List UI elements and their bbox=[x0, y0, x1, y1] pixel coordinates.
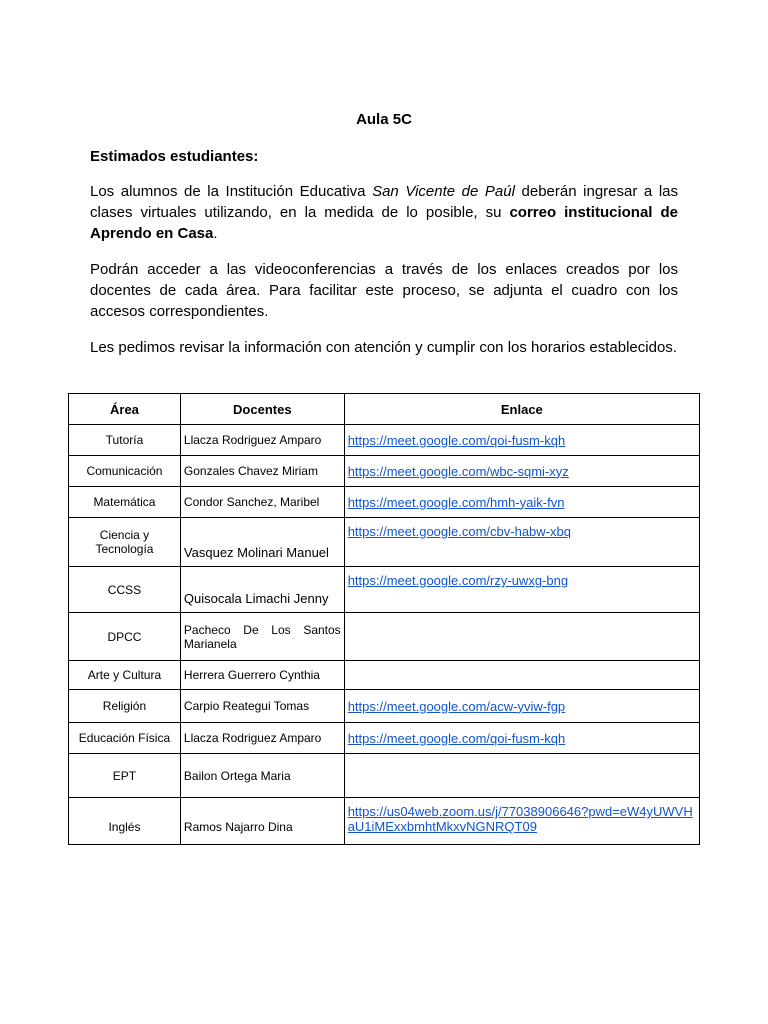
area-cell: EPT bbox=[69, 754, 181, 798]
teacher-cell: Ramos Najarro Dina bbox=[180, 798, 344, 845]
table-row bbox=[69, 613, 700, 661]
area-cell: Tutoría bbox=[69, 425, 181, 456]
table-row bbox=[69, 723, 700, 754]
area-cell: Religión bbox=[69, 690, 181, 723]
schedule-table bbox=[68, 393, 700, 845]
table-row bbox=[69, 754, 700, 798]
meeting-link[interactable]: https://meet.google.com/qoi-fusm-kqh bbox=[347, 432, 566, 448]
header-teachers: Docentes bbox=[180, 394, 344, 425]
meeting-link[interactable]: https://meet.google.com/acw-yviw-fgp bbox=[347, 698, 566, 714]
teacher-cell: Condor Sanchez, Maribel bbox=[180, 487, 344, 518]
area-cell: Comunicación bbox=[69, 456, 181, 487]
institutional-email-highlight: correo institucional de Aprendo en Casa bbox=[90, 204, 678, 242]
paragraph-access: Podrán acceder a las videoconferencias a través de los enlaces creados por los docentes de cada área. Para facilitar este proceso, se adjunta el cuadro con los accesos correspondientes. bbox=[90, 261, 678, 320]
table-row bbox=[69, 798, 700, 845]
table-header-row bbox=[69, 394, 700, 425]
school-name: San Vicente de Paúl bbox=[372, 183, 515, 200]
meeting-link[interactable]: https://us04web.zoom.us/j/77038906646?pwd=eW4yUWVHaU1iMExxbmhtMkxvNGNRQT09 bbox=[347, 804, 693, 834]
paragraph-intro bbox=[90, 181, 678, 244]
meeting-link[interactable]: https://meet.google.com/cbv-habw-xbq bbox=[347, 524, 571, 539]
area-cell: Matemática bbox=[69, 487, 181, 518]
teacher-cell: Bailon Ortega Maria bbox=[180, 754, 344, 798]
paragraph-reminder: Les pedimos revisar la información con atención y cumplir con los horarios establecidos. bbox=[90, 339, 677, 356]
meeting-link[interactable]: https://meet.google.com/hmh-yaik-fvn bbox=[347, 494, 565, 510]
intro-text-1: Los alumnos de la Institución Educativa bbox=[90, 183, 373, 200]
area-cell: DPCC bbox=[69, 613, 181, 661]
greeting: Estimados estudiantes: bbox=[90, 148, 259, 165]
meeting-link[interactable]: https://meet.google.com/wbc-sqmi-xyz bbox=[347, 463, 569, 479]
table-row bbox=[69, 487, 700, 518]
area-cell: Arte y Cultura bbox=[69, 661, 181, 690]
header-link: Enlace bbox=[344, 394, 699, 425]
header-area: Área bbox=[69, 394, 181, 425]
intro-text-2: deberán ingresar a las clases virtuales utilizando, en la medida de lo posible, su bbox=[90, 183, 678, 221]
table-row bbox=[69, 456, 700, 487]
teacher-cell: Llacza Rodriguez Amparo bbox=[180, 723, 344, 754]
area-cell: Inglés bbox=[69, 798, 181, 845]
table-row bbox=[69, 690, 700, 723]
area-cell: Educación Física bbox=[69, 723, 181, 754]
teacher-cell: Llacza Rodriguez Amparo bbox=[180, 425, 344, 456]
table-row bbox=[69, 661, 700, 690]
table-row bbox=[69, 567, 700, 613]
teacher-cell: Gonzales Chavez Miriam bbox=[180, 456, 344, 487]
area-cell: Ciencia y Tecnología bbox=[69, 518, 181, 567]
teacher-cell: Quisocala Limachi Jenny bbox=[180, 567, 344, 613]
page-title: Aula 5C bbox=[356, 111, 412, 128]
intro-text-3: . bbox=[213, 225, 218, 242]
teacher-cell: Pacheco De Los Santos Marianela bbox=[180, 613, 344, 661]
meeting-link[interactable]: https://meet.google.com/qoi-fusm-kqh bbox=[347, 730, 566, 746]
teacher-cell: Herrera Guerrero Cynthia bbox=[180, 661, 344, 690]
table-row bbox=[69, 518, 700, 567]
table-row bbox=[69, 425, 700, 456]
area-cell: CCSS bbox=[69, 567, 181, 613]
teacher-cell: Carpio Reategui Tomas bbox=[180, 690, 344, 723]
teacher-cell: Vasquez Molinari Manuel bbox=[180, 518, 344, 567]
meeting-link[interactable]: https://meet.google.com/rzy-uwxg-bng bbox=[347, 573, 569, 588]
